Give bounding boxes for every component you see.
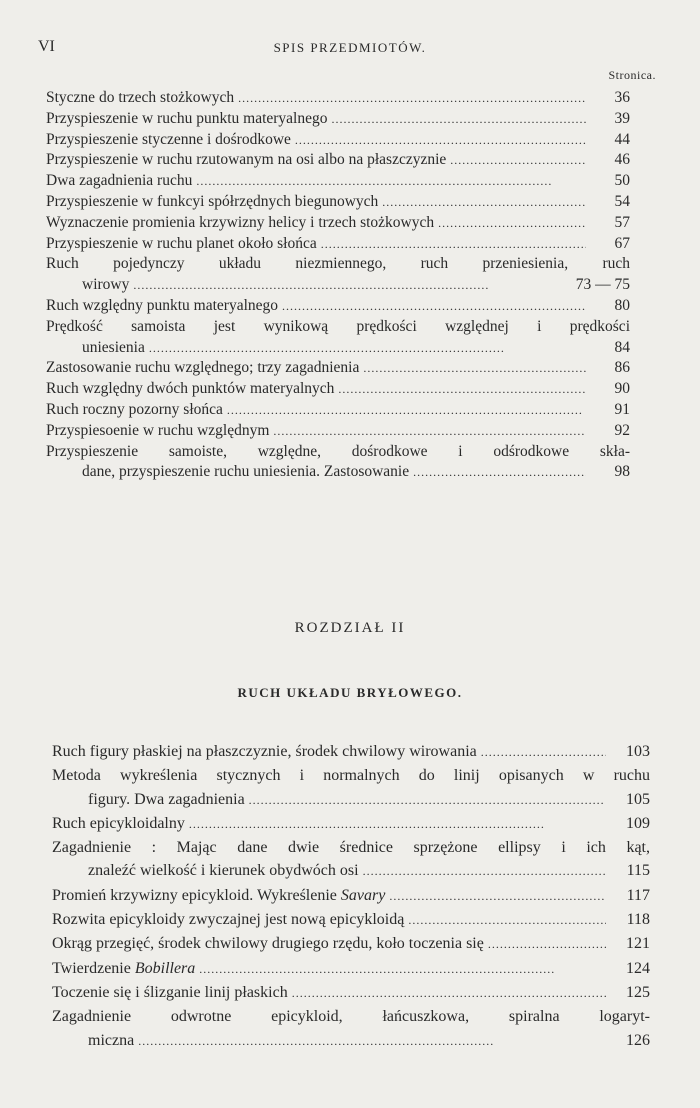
toc-entry xyxy=(46,296,630,317)
toc-entry-page: 125 xyxy=(626,983,650,1001)
toc-entry-page: 109 xyxy=(626,814,650,832)
toc-entry xyxy=(52,1005,650,1053)
toc-entry-text: Ruch roczny pozorny słońca xyxy=(46,400,223,418)
toc-entry-text: Okrąg przegięć, środek chwilowy drugiego rzędu, koło toczenia się xyxy=(52,935,484,953)
toc-entry-text: Toczenie się i ślizganie linij płaskich xyxy=(52,983,288,1001)
toc-entry-text: Przyspieszenie w ruchu planet około słońca xyxy=(46,234,317,252)
leader-dots xyxy=(382,192,586,213)
toc-entry xyxy=(46,400,630,421)
leader-dots xyxy=(249,788,606,812)
running-title: SPIS PRZEDMIOTÓW. xyxy=(273,40,427,55)
toc-entry xyxy=(46,358,630,379)
page-number: VI xyxy=(38,38,55,55)
toc-entry-page: 103 xyxy=(626,743,650,760)
toc-entry-text: Wyznaczenie promienia krzywizny helicy i trzech stożkowych xyxy=(46,213,435,231)
page-column-label: Stronica. xyxy=(608,68,656,82)
toc-entry-text: Przyspieszenie w funkcyi spółrzędnych biegunowych xyxy=(46,192,379,210)
toc-entry-page: 73 — 75 xyxy=(575,276,630,294)
leader-dots xyxy=(321,234,586,255)
toc-entry-text: Ruch pojedynczy układu niezmiennego, ruch przeniesienia, ruch xyxy=(46,255,630,273)
leader-dots xyxy=(488,932,606,956)
toc-entry-page: 86 xyxy=(614,359,630,377)
toc-entry xyxy=(52,957,650,981)
toc-entry xyxy=(46,317,630,359)
leader-dots xyxy=(199,957,606,981)
toc-entry xyxy=(46,109,630,130)
toc-entry-page: 54 xyxy=(614,192,630,210)
leader-dots xyxy=(189,812,606,836)
leader-dots xyxy=(408,908,606,932)
leader-dots xyxy=(450,150,586,171)
leader-dots xyxy=(389,884,606,908)
toc-entry-page: 105 xyxy=(626,790,650,808)
toc-entry-page: 124 xyxy=(626,959,650,977)
toc-entry-text: Przyspieszenie samoiste, względne, dośrodkowe i odśrodkowe skła- xyxy=(46,442,630,460)
toc-entry xyxy=(46,130,630,151)
leader-dots xyxy=(149,338,586,359)
leader-dots xyxy=(227,400,586,421)
toc-entry xyxy=(52,812,650,836)
toc-section-1 xyxy=(46,88,630,483)
chapter-subtitle: RUCH UKŁADU BRYŁOWEGO. xyxy=(237,685,463,700)
toc-entry-page: 98 xyxy=(614,463,630,481)
toc-entry-page: 39 xyxy=(614,109,630,127)
leader-dots xyxy=(481,740,606,764)
toc-entry-page: 118 xyxy=(626,911,650,929)
toc-entry-page: 80 xyxy=(614,296,630,314)
toc-entry-page: 67 xyxy=(614,234,630,252)
toc-entry-text: Ruch względny punktu materyalnego xyxy=(46,296,279,314)
leader-dots xyxy=(413,462,586,483)
toc-entry xyxy=(46,150,630,171)
toc-entry-text: Twierdzenie Bobillera xyxy=(52,959,196,977)
toc-entry-text: Styczne do trzech stożkowych xyxy=(46,89,235,106)
toc-entry xyxy=(52,884,650,908)
leader-dots xyxy=(295,130,586,151)
toc-entry-text: Prędkość samoista jest wynikową prędkości względnej i prędkości xyxy=(46,317,630,335)
toc-entry-text: Przyspieszenie w ruchu rzutowanym na osi albo na płaszczyznie xyxy=(46,151,447,169)
toc-entry xyxy=(46,421,630,442)
toc-entry-text: Rozwita epicykloidy zwyczajnej jest nową epicykloidą xyxy=(52,911,405,929)
toc-entry-text: Ruch figury płaskiej na płaszczyznie, środek chwilowy wirowania xyxy=(52,743,477,760)
toc-entry xyxy=(52,764,650,812)
toc-entry-page: 115 xyxy=(626,862,650,880)
toc-entry-text: figury. Dwa zagadnienia xyxy=(88,790,245,808)
toc-entry-text: Zagadnienie : Mając dane dwie średnice sprzężone ellipsy i ich kąt, xyxy=(52,839,650,857)
toc-entry-page: 126 xyxy=(626,1031,650,1049)
toc-entry-page: 90 xyxy=(614,380,630,398)
leader-dots xyxy=(196,171,586,192)
toc-entry xyxy=(46,254,630,296)
leader-dots xyxy=(338,379,586,400)
toc-section-2 xyxy=(52,740,650,1053)
toc-entry xyxy=(46,234,630,255)
toc-entry-text: wirowy xyxy=(82,276,130,294)
toc-entry xyxy=(46,442,630,484)
toc-entry-text: Przyspieszenie w ruchu punktu materyalnego xyxy=(46,109,328,127)
leader-dots xyxy=(273,421,586,442)
toc-entry-page: 50 xyxy=(614,172,630,190)
toc-entry xyxy=(52,740,650,764)
toc-entry xyxy=(52,908,650,932)
toc-entry xyxy=(52,981,650,1005)
toc-entry-text: dane, przyspieszenie ruchu uniesienia. Zastosowanie xyxy=(82,463,410,481)
toc-entry xyxy=(46,88,630,109)
toc-entry-page: 121 xyxy=(626,935,650,953)
toc-entry-page: 84 xyxy=(614,338,630,356)
toc-entry-text: Ruch względny dwóch punktów materyalnych xyxy=(46,380,335,398)
toc-entry-page: 91 xyxy=(614,400,630,418)
toc-entry-page: 36 xyxy=(614,89,630,106)
toc-entry-text: Dwa zagadnienia ruchu xyxy=(46,172,193,190)
toc-entry xyxy=(46,192,630,213)
leader-dots xyxy=(363,859,606,883)
leader-dots xyxy=(438,213,586,234)
toc-entry xyxy=(52,836,650,884)
toc-entry-page: 57 xyxy=(614,213,630,231)
toc-entry xyxy=(46,379,630,400)
leader-dots xyxy=(363,358,586,379)
toc-entry xyxy=(52,932,650,956)
toc-entry-page: 46 xyxy=(614,151,630,169)
toc-entry-text: znaleźć wielkość i kierunek obydwóch osi xyxy=(88,862,359,880)
toc-entry xyxy=(46,213,630,234)
leader-dots xyxy=(292,981,606,1005)
toc-entry-text: Metoda wykreślenia stycznych i normalnych do linij opisanych w ruchu xyxy=(52,767,650,785)
chapter-title: ROZDZIAŁ II xyxy=(294,620,406,636)
toc-entry-text: Ruch epicykloidalny xyxy=(52,814,185,832)
leader-dots xyxy=(238,88,586,109)
leader-dots xyxy=(332,109,587,130)
toc-entry-text: Promień krzywizny epicykloid. Wykreślenie Savary xyxy=(52,886,386,904)
toc-entry-text: Zagadnienie odwrotne epicykloid, łańcuszkowa, spiralna logaryt- xyxy=(52,1008,650,1026)
toc-entry-page: 44 xyxy=(614,130,630,148)
toc-entry-text: Przyspieszenie styczenne i dośrodkowe xyxy=(46,130,291,148)
toc-entry-text: miczna xyxy=(88,1031,135,1049)
toc-entry-text: uniesienia xyxy=(82,338,145,356)
toc-entry-text: Zastosowanie ruchu względnego; trzy zagadnienia xyxy=(46,359,360,377)
toc-entry-page: 117 xyxy=(626,886,650,904)
toc-entry xyxy=(46,171,630,192)
leader-dots xyxy=(133,275,571,296)
toc-entry-page: 92 xyxy=(614,421,630,439)
leader-dots xyxy=(138,1029,606,1053)
leader-dots xyxy=(282,296,586,317)
toc-entry-text: Przyspiesoenie w ruchu względnym xyxy=(46,421,270,439)
